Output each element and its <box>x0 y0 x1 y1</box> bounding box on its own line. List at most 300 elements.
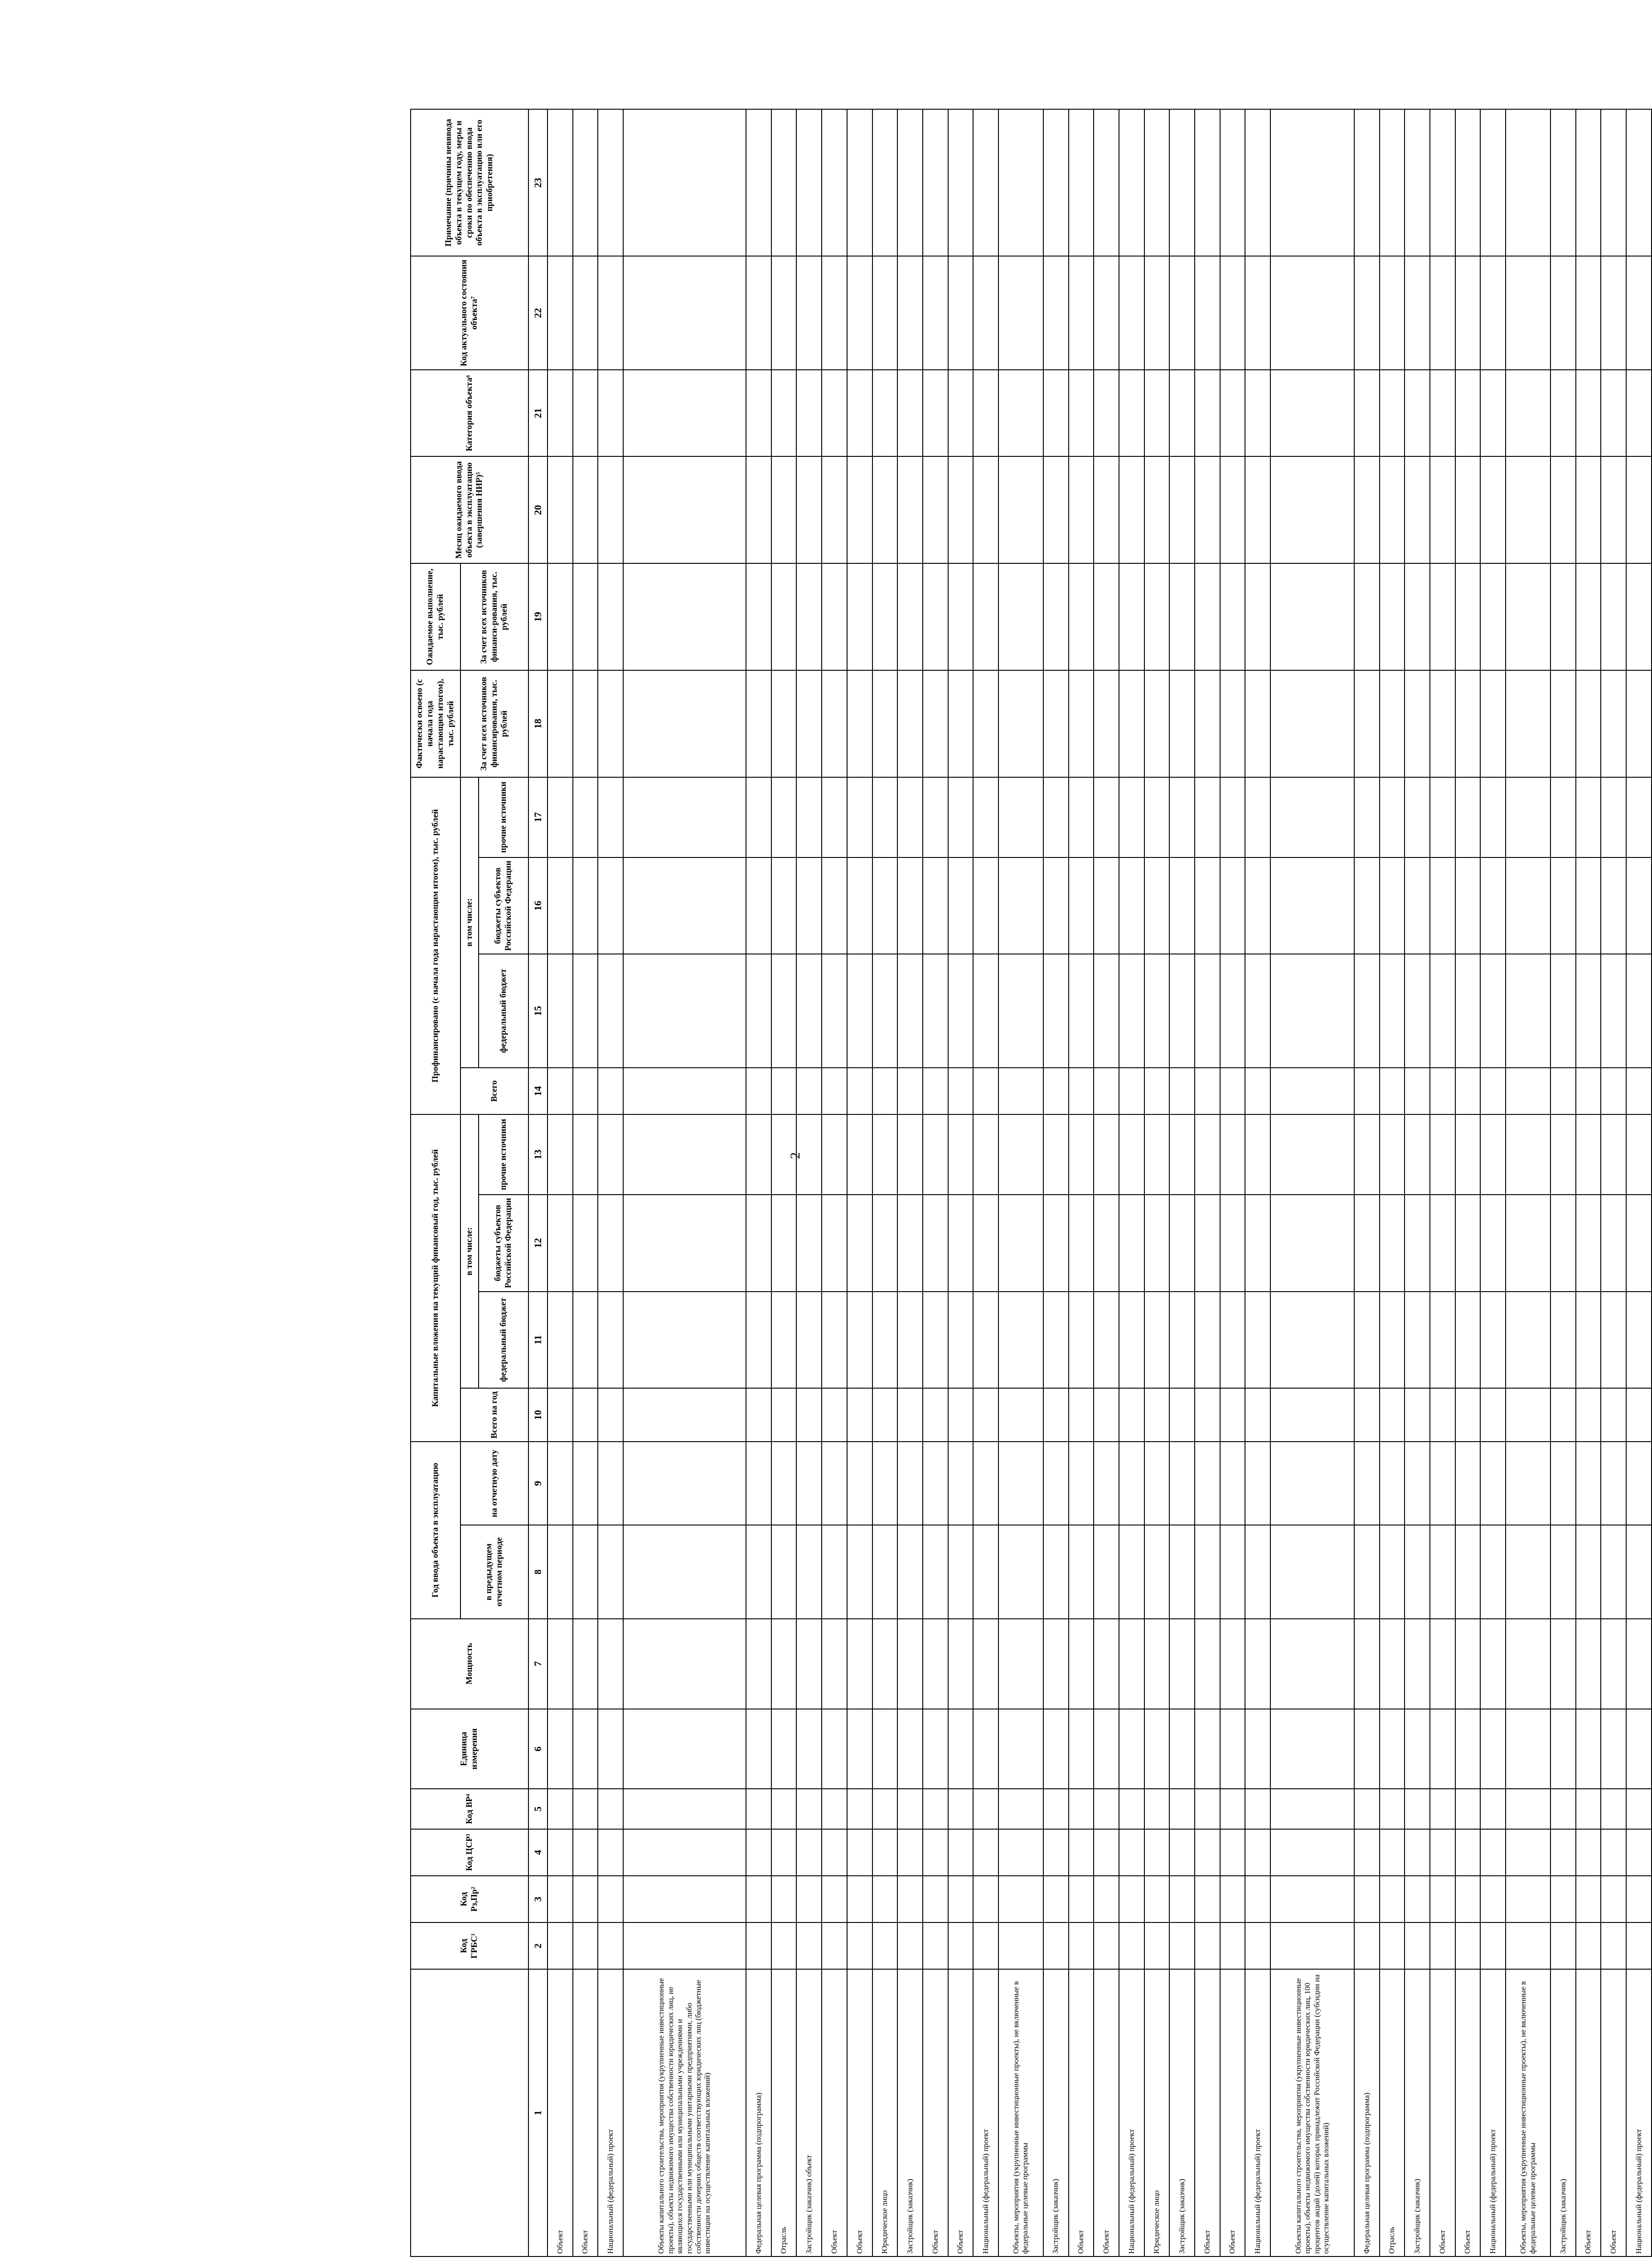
table-cell <box>1430 256 1455 370</box>
column-number: 1 <box>528 1969 547 2256</box>
table-cell <box>1245 777 1270 857</box>
table-cell <box>872 563 898 670</box>
table-cell <box>1506 1442 1550 1525</box>
table-cell <box>598 256 623 370</box>
table-cell <box>598 563 623 670</box>
table-cell <box>1550 563 1576 670</box>
table-row <box>1195 109 1220 2256</box>
table-cell <box>1430 1876 1455 1922</box>
column-number: 19 <box>528 563 547 670</box>
table-cell <box>1270 109 1354 256</box>
table-cell <box>1354 456 1380 563</box>
table-cell <box>1626 256 1652 370</box>
table-cell <box>948 1789 974 1829</box>
table-cell <box>1576 1829 1601 1876</box>
table-cell <box>746 1292 771 1389</box>
table-cell <box>1455 1876 1481 1922</box>
table-cell <box>1119 1709 1144 1789</box>
table-cell <box>1043 109 1069 256</box>
table-cell <box>598 109 623 256</box>
table-cell <box>771 370 797 457</box>
header-fin-including: в том числе: <box>460 777 479 1068</box>
table-cell <box>573 670 598 777</box>
table-cell <box>1480 777 1506 857</box>
row-label: Федеральная целевая программа (подпрограмма) <box>1354 1969 1380 2256</box>
table-cell <box>897 1922 923 1969</box>
table-cell <box>547 857 573 954</box>
table-cell <box>822 954 847 1068</box>
header-month: Месяц ожидаемого ввода объекта в эксплуатацию (завершения НИР)⁵ <box>411 456 528 563</box>
row-label: Национальный (федеральный) проект <box>1119 1969 1144 2256</box>
table-cell <box>771 563 797 670</box>
table-cell <box>547 1876 573 1922</box>
table-cell <box>1380 109 1405 256</box>
table-cell <box>973 1709 998 1789</box>
table-cell <box>1576 256 1601 370</box>
table-cell <box>1405 1442 1430 1525</box>
table-cell <box>1601 1388 1626 1442</box>
table-cell <box>923 1922 948 1969</box>
table-cell <box>847 777 872 857</box>
table-cell <box>1480 1876 1506 1922</box>
table-cell <box>923 256 948 370</box>
table-cell <box>1094 1829 1119 1876</box>
table-cell <box>822 1709 847 1789</box>
table-cell <box>1576 1195 1601 1292</box>
table-cell <box>973 370 998 457</box>
table-cell <box>948 1292 974 1389</box>
table-cell <box>923 777 948 857</box>
table-cell <box>1506 1876 1550 1922</box>
table-cell <box>1506 1068 1550 1114</box>
table-cell <box>1245 1442 1270 1525</box>
table-cell <box>1601 777 1626 857</box>
table-cell <box>1195 1709 1220 1789</box>
table-cell <box>998 1876 1043 1922</box>
table-cell <box>872 109 898 256</box>
table-cell <box>771 256 797 370</box>
table-cell <box>1506 1388 1550 1442</box>
table-cell <box>1576 954 1601 1068</box>
table-cell <box>1405 456 1430 563</box>
table-cell <box>998 1388 1043 1442</box>
table-cell <box>847 1525 872 1618</box>
table-cell <box>796 1829 822 1876</box>
table-cell <box>897 1292 923 1389</box>
table-cell <box>1245 857 1270 954</box>
table-cell <box>1169 370 1195 457</box>
table-cell <box>1430 777 1455 857</box>
column-number: 20 <box>528 456 547 563</box>
table-cell <box>897 1876 923 1922</box>
table-cell <box>948 1922 974 1969</box>
table-cell <box>1043 370 1069 457</box>
row-label: Объекты капитального строительства, мероприятия (укрупненные инвестиционные проекты), объекты недвижимого имущества собственности юридических лиц, не являющихся государственными или муниципальными учреждениями и государственными или муниципальными унитарными предприятиями, либо собственности дочерних обществ соответствующих юридических лиц (бюджетные инвестиции на осуществление капитальных вложений) <box>623 1969 746 2256</box>
table-cell <box>1144 456 1170 563</box>
table-cell <box>547 1388 573 1442</box>
table-cell <box>1455 1442 1481 1525</box>
table-cell <box>1043 777 1069 857</box>
table-cell <box>1626 370 1652 457</box>
table-cell <box>746 1619 771 1709</box>
table-cell <box>923 1525 948 1618</box>
table-cell <box>1270 1789 1354 1829</box>
table-cell <box>1069 1525 1094 1618</box>
table-cell <box>1626 1619 1652 1709</box>
table-cell <box>847 1829 872 1876</box>
header-exp-all: За счет всех источников финанси-рования, тыс. рублей <box>460 563 528 670</box>
table-cell <box>746 256 771 370</box>
table-cell <box>796 954 822 1068</box>
row-label: Застройщик (заказчик) <box>1043 1969 1069 2256</box>
table-cell <box>1119 1292 1144 1389</box>
table-cell <box>1270 1525 1354 1618</box>
table-cell <box>1195 670 1220 777</box>
table-cell <box>771 857 797 954</box>
table-cell <box>1069 1709 1094 1789</box>
table-cell <box>623 1789 746 1829</box>
table-cell <box>573 1619 598 1709</box>
table-cell <box>771 1525 797 1618</box>
table-cell <box>1270 1876 1354 1922</box>
row-label: Объект <box>1195 1969 1220 2256</box>
table-cell <box>771 456 797 563</box>
table-cell <box>847 370 872 457</box>
table-cell <box>1245 1292 1270 1389</box>
table-cell <box>973 1388 998 1442</box>
table-cell <box>1576 1292 1601 1389</box>
table-row <box>1455 109 1481 2256</box>
table-cell <box>822 1789 847 1829</box>
table-cell <box>1576 1442 1601 1525</box>
table-cell <box>796 1525 822 1618</box>
table-cell <box>948 563 974 670</box>
header-empty <box>411 1969 528 2256</box>
table-cell <box>1094 256 1119 370</box>
table-cell <box>1405 1068 1430 1114</box>
column-number: 9 <box>528 1442 547 1525</box>
table-cell <box>1043 563 1069 670</box>
table-cell <box>1354 857 1380 954</box>
table-row <box>948 109 974 2256</box>
table-cell <box>1144 1525 1170 1618</box>
table-cell <box>1094 1388 1119 1442</box>
table-cell <box>1119 1525 1144 1618</box>
table-cell <box>1576 1789 1601 1829</box>
table-cell <box>796 370 822 457</box>
table-cell <box>1270 1292 1354 1389</box>
table-row <box>771 109 797 2256</box>
table-cell <box>1626 109 1652 256</box>
table-cell <box>1601 954 1626 1068</box>
table-cell <box>1119 857 1144 954</box>
table-cell <box>1506 456 1550 563</box>
table-cell <box>598 456 623 563</box>
table-cell <box>771 1292 797 1389</box>
table-cell <box>547 1829 573 1876</box>
table-cell <box>822 1292 847 1389</box>
table-cell <box>1506 370 1550 457</box>
table-cell <box>1576 563 1601 670</box>
row-label: Объект <box>948 1969 974 2256</box>
table-cell <box>1069 1114 1094 1195</box>
table-cell <box>796 1922 822 1969</box>
table-cell <box>1455 1525 1481 1618</box>
header-year-group: Год ввода объекта в эксплуатацию <box>411 1442 460 1619</box>
table-cell <box>897 1525 923 1618</box>
row-label: Объект <box>547 1969 573 2256</box>
table-cell <box>746 1922 771 1969</box>
table-row <box>822 109 847 2256</box>
table-cell <box>1405 954 1430 1068</box>
table-cell <box>1094 1195 1119 1292</box>
table-cell <box>1405 1114 1430 1195</box>
table-cell <box>1094 670 1119 777</box>
table-cell <box>1480 1388 1506 1442</box>
table-cell <box>573 370 598 457</box>
table-cell <box>1069 1388 1094 1442</box>
table-cell <box>1144 777 1170 857</box>
table-cell <box>746 1068 771 1114</box>
table-cell <box>1169 563 1195 670</box>
table-cell <box>796 456 822 563</box>
table-cell <box>1119 1114 1144 1195</box>
table-cell <box>897 857 923 954</box>
table-cell <box>1380 1619 1405 1709</box>
header-including: в том числе: <box>460 1114 479 1388</box>
table-cell <box>1354 1195 1380 1292</box>
table-cell <box>1220 563 1245 670</box>
table-cell <box>948 370 974 457</box>
table-cell <box>872 1525 898 1618</box>
table-cell <box>1195 954 1220 1068</box>
table-cell <box>771 109 797 256</box>
table-cell <box>1270 256 1354 370</box>
table-cell <box>923 1114 948 1195</box>
table-cell <box>1220 1829 1245 1876</box>
header-cap-federal: федеральный бюджет <box>479 1292 528 1389</box>
table-cell <box>847 1709 872 1789</box>
table-cell <box>1430 1292 1455 1389</box>
header-fin-other: прочие источники <box>479 777 528 857</box>
table-cell <box>1576 109 1601 256</box>
table-cell <box>1430 1068 1455 1114</box>
table-cell <box>973 1525 998 1618</box>
table-cell <box>1069 1068 1094 1114</box>
column-number: 5 <box>528 1789 547 1829</box>
table-cell <box>1270 857 1354 954</box>
table-cell <box>1380 1829 1405 1876</box>
table-cell <box>1169 1195 1195 1292</box>
table-cell <box>1195 1789 1220 1829</box>
table-cell <box>573 1709 598 1789</box>
table-cell <box>1480 109 1506 256</box>
table-cell <box>1094 1114 1119 1195</box>
table-cell <box>1043 1195 1069 1292</box>
table-cell <box>998 563 1043 670</box>
table-cell <box>1626 563 1652 670</box>
table-cell <box>547 1789 573 1829</box>
table-cell <box>847 456 872 563</box>
table-cell <box>1245 1068 1270 1114</box>
table-cell <box>1094 1709 1119 1789</box>
table-cell <box>1043 1829 1069 1876</box>
table-cell <box>1455 1709 1481 1789</box>
table-cell <box>1169 1068 1195 1114</box>
table-cell <box>923 1195 948 1292</box>
table-cell <box>1550 256 1576 370</box>
table-row <box>1576 109 1601 2256</box>
table-cell <box>998 370 1043 457</box>
table-cell <box>623 256 746 370</box>
table-cell <box>822 1195 847 1292</box>
table-cell <box>573 1068 598 1114</box>
table-cell <box>1550 1709 1576 1789</box>
table-cell <box>822 1619 847 1709</box>
table-cell <box>897 456 923 563</box>
table-cell <box>1144 109 1170 256</box>
table-cell <box>1354 1829 1380 1876</box>
table-cell <box>1220 1876 1245 1922</box>
table-cell <box>1506 777 1550 857</box>
table-cell <box>1069 857 1094 954</box>
table-row <box>1430 109 1455 2256</box>
table-cell <box>973 563 998 670</box>
table-cell <box>1195 563 1220 670</box>
table-cell <box>948 256 974 370</box>
table-cell <box>1430 670 1455 777</box>
table-cell <box>1069 456 1094 563</box>
table-cell <box>1270 1068 1354 1114</box>
table-cell <box>998 1619 1043 1709</box>
table-cell <box>1576 857 1601 954</box>
table-cell <box>1069 954 1094 1068</box>
table-cell <box>796 1292 822 1389</box>
table-cell <box>872 1195 898 1292</box>
table-cell <box>1220 1619 1245 1709</box>
table-cell <box>573 109 598 256</box>
header-category: Категория объекта⁶ <box>411 370 528 457</box>
table-cell <box>897 1709 923 1789</box>
table-cell <box>1169 1442 1195 1525</box>
table-cell <box>1270 1619 1354 1709</box>
table-cell <box>923 563 948 670</box>
table-cell <box>923 1442 948 1525</box>
table-cell <box>598 857 623 954</box>
table-cell <box>598 1388 623 1442</box>
table-cell <box>998 1114 1043 1195</box>
column-number: 22 <box>528 256 547 370</box>
table-cell <box>948 1525 974 1618</box>
table-cell <box>623 1195 746 1292</box>
table-cell <box>1550 954 1576 1068</box>
table-cell <box>1069 256 1094 370</box>
table-cell <box>1430 370 1455 457</box>
table-cell <box>1480 1525 1506 1618</box>
table-row <box>872 109 898 2256</box>
row-label: Застройщик (заказчик) <box>1550 1969 1576 2256</box>
table-cell <box>1576 370 1601 457</box>
table-cell <box>1169 670 1195 777</box>
column-number: 21 <box>528 370 547 457</box>
table-cell <box>1270 1388 1354 1442</box>
table-cell <box>1220 777 1245 857</box>
table-cell <box>1119 1388 1144 1442</box>
table-cell <box>1245 670 1270 777</box>
table-cell <box>1069 1442 1094 1525</box>
row-label: Объекты, мероприятия (укрупненные инвестиционные проекты), не включенные в федеральные целевые программы <box>998 1969 1043 2256</box>
table-cell <box>1626 857 1652 954</box>
table-cell <box>1354 1789 1380 1829</box>
table-cell <box>1455 670 1481 777</box>
table-cell <box>1405 1922 1430 1969</box>
table-cell <box>1245 1709 1270 1789</box>
table-cell <box>1506 109 1550 256</box>
table-cell <box>547 1619 573 1709</box>
table-cell <box>746 563 771 670</box>
table-cell <box>1270 1442 1354 1525</box>
table-cell <box>872 1442 898 1525</box>
table-cell <box>1245 1195 1270 1292</box>
table-cell <box>1626 1388 1652 1442</box>
table-cell <box>598 1442 623 1525</box>
table-cell <box>1195 857 1220 954</box>
table-cell <box>547 1922 573 1969</box>
table-cell <box>1601 1709 1626 1789</box>
table-cell <box>1169 1876 1195 1922</box>
table-cell <box>1626 1068 1652 1114</box>
table-cell <box>1455 1114 1481 1195</box>
table-cell <box>623 109 746 256</box>
row-label: Национальный (федеральный) проект <box>973 1969 998 2256</box>
table-cell <box>1601 1876 1626 1922</box>
table-row <box>1144 109 1170 2256</box>
table-cell <box>973 857 998 954</box>
row-label: Объект <box>1576 1969 1601 2256</box>
table-cell <box>1043 1114 1069 1195</box>
table-cell <box>1270 456 1354 563</box>
table-cell <box>598 777 623 857</box>
table-cell <box>598 1876 623 1922</box>
table-cell <box>1245 1114 1270 1195</box>
table-cell <box>1380 1292 1405 1389</box>
table-cell <box>847 1442 872 1525</box>
table-cell <box>598 1068 623 1114</box>
table-cell <box>1405 256 1430 370</box>
table-cell <box>1245 1829 1270 1876</box>
table-cell <box>1119 1619 1144 1709</box>
table-cell <box>796 857 822 954</box>
table-cell <box>1601 1789 1626 1829</box>
table-cell <box>923 1829 948 1876</box>
table-row <box>1480 109 1506 2256</box>
table-cell <box>847 1292 872 1389</box>
table-cell <box>1550 456 1576 563</box>
table-cell <box>897 777 923 857</box>
table-cell <box>796 1442 822 1525</box>
table-cell <box>1506 1525 1550 1618</box>
row-label: Объект <box>822 1969 847 2256</box>
table-cell <box>1550 1114 1576 1195</box>
table-cell <box>897 1195 923 1292</box>
table-cell <box>1430 1442 1455 1525</box>
table-cell <box>897 1829 923 1876</box>
table-cell <box>1245 1525 1270 1618</box>
table-cell <box>1354 109 1380 256</box>
table-cell <box>1480 370 1506 457</box>
table-cell <box>1220 1195 1245 1292</box>
table-row <box>1245 109 1270 2256</box>
